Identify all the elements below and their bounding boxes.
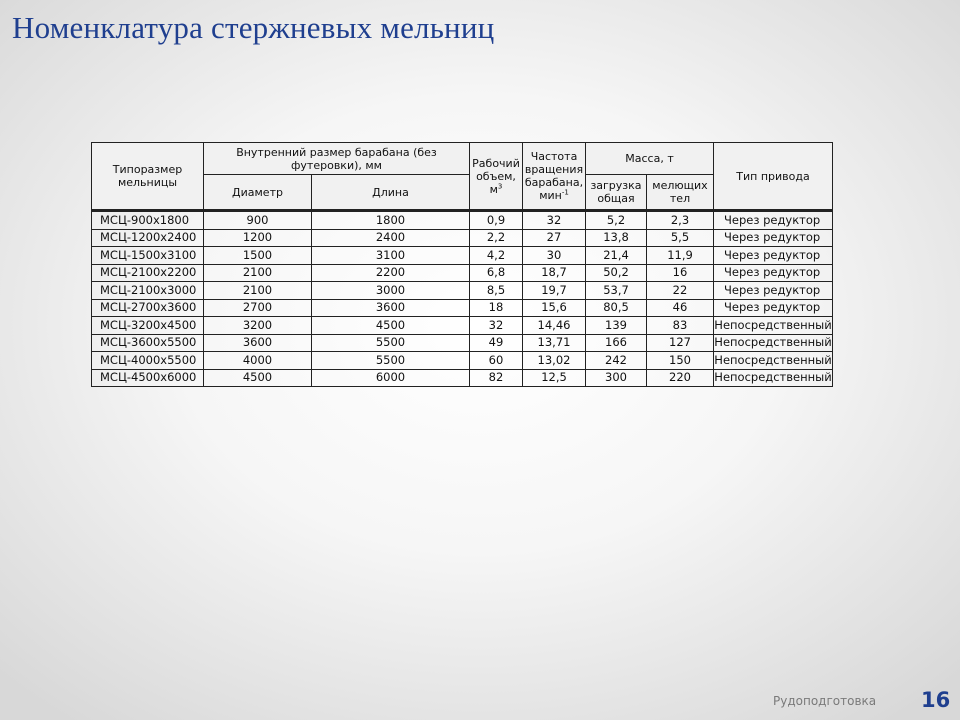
cell-length: 3000 [312, 282, 470, 300]
cell-length: 5500 [312, 352, 470, 370]
header-working-volume-sup: 3 [497, 181, 503, 190]
cell-rotation: 32 [523, 211, 586, 230]
cell-diameter: 3600 [204, 334, 312, 352]
header-rotation-unit: мин [539, 189, 562, 202]
cell-model: МСЦ-3200х4500 [92, 317, 204, 335]
cell-model: МСЦ-2100х2200 [92, 264, 204, 282]
cell-rotation: 19,7 [523, 282, 586, 300]
cell-load-total: 139 [586, 317, 647, 335]
page-title: Номенклатура стержневых мельниц [12, 10, 495, 45]
table-row [92, 334, 833, 352]
cell-drive: Через редуктор [714, 282, 833, 300]
cell-volume: 82 [470, 369, 523, 387]
page-number: 16 [921, 688, 951, 712]
cell-volume: 0,9 [470, 211, 523, 230]
cell-drive: Непосредственный [714, 334, 833, 352]
cell-load-total: 50,2 [586, 264, 647, 282]
cell-rotation: 12,5 [523, 369, 586, 387]
header-inner-size: Внутренний размер барабана (без футеровки), мм [204, 143, 470, 175]
cell-drive: Через редуктор [714, 264, 833, 282]
cell-grinding: 150 [647, 352, 714, 370]
cell-grinding: 16 [647, 264, 714, 282]
footer-caption: Рудоподготовка [773, 694, 877, 708]
cell-rotation: 13,02 [523, 352, 586, 370]
cell-model: МСЦ-3600х5500 [92, 334, 204, 352]
cell-grinding: 127 [647, 334, 714, 352]
cell-grinding: 220 [647, 369, 714, 387]
cell-drive: Через редуктор [714, 211, 833, 230]
table-row [92, 264, 833, 282]
table-row [92, 229, 833, 247]
cell-model: МСЦ-1500х3100 [92, 247, 204, 265]
header-mass: Масса, т [586, 143, 714, 175]
cell-grinding: 22 [647, 282, 714, 300]
cell-volume: 49 [470, 334, 523, 352]
cell-length: 5500 [312, 334, 470, 352]
table-row [92, 317, 833, 335]
cell-length: 3100 [312, 247, 470, 265]
cell-drive: Непосредственный [714, 317, 833, 335]
table-row [92, 369, 833, 387]
cell-volume: 32 [470, 317, 523, 335]
cell-rotation: 13,71 [523, 334, 586, 352]
cell-drive: Непосредственный [714, 369, 833, 387]
cell-diameter: 1500 [204, 247, 312, 265]
cell-length: 2200 [312, 264, 470, 282]
cell-volume: 2,2 [470, 229, 523, 247]
cell-rotation: 14,46 [523, 317, 586, 335]
cell-model: МСЦ-4500х6000 [92, 369, 204, 387]
table-row [92, 299, 833, 317]
cell-drive: Непосредственный [714, 352, 833, 370]
header-load-total: загрузка общая [586, 175, 647, 211]
table-row [92, 352, 833, 370]
header-working-volume [470, 143, 523, 211]
table-row [92, 247, 833, 265]
cell-rotation: 27 [523, 229, 586, 247]
header-drive-type: Тип привода [714, 143, 833, 211]
cell-diameter: 4000 [204, 352, 312, 370]
cell-model: МСЦ-2100х3000 [92, 282, 204, 300]
cell-drive: Через редуктор [714, 247, 833, 265]
cell-grinding: 46 [647, 299, 714, 317]
cell-rotation: 15,6 [523, 299, 586, 317]
cell-drive: Через редуктор [714, 299, 833, 317]
cell-diameter: 2700 [204, 299, 312, 317]
cell-volume: 18 [470, 299, 523, 317]
cell-grinding: 2,3 [647, 211, 714, 230]
cell-model: МСЦ-4000х5500 [92, 352, 204, 370]
cell-load-total: 166 [586, 334, 647, 352]
cell-load-total: 242 [586, 352, 647, 370]
cell-load-total: 53,7 [586, 282, 647, 300]
header-diameter: Диаметр [204, 175, 312, 211]
table-row [92, 282, 833, 300]
header-rotation-sup: -1 [561, 188, 569, 197]
cell-drive: Через редуктор [714, 229, 833, 247]
header-grinding-bodies: мелющих тел [647, 175, 714, 211]
cell-model: МСЦ-2700х3600 [92, 299, 204, 317]
header-working-volume-label: Рабочий объем, [472, 156, 520, 183]
cell-model: МСЦ-1200х2400 [92, 229, 204, 247]
table-row [92, 211, 833, 230]
header-rotation-frequency [523, 143, 586, 211]
cell-volume: 6,8 [470, 264, 523, 282]
cell-grinding: 11,9 [647, 247, 714, 265]
cell-grinding: 5,5 [647, 229, 714, 247]
cell-load-total: 13,8 [586, 229, 647, 247]
header-length: Длина [312, 175, 470, 211]
cell-load-total: 80,5 [586, 299, 647, 317]
header-type-size: Типоразмер мельницы [92, 143, 204, 211]
header-working-volume-unit: м [489, 182, 498, 196]
cell-volume: 8,5 [470, 282, 523, 300]
cell-diameter: 2100 [204, 282, 312, 300]
cell-diameter: 2100 [204, 264, 312, 282]
cell-length: 1800 [312, 211, 470, 230]
cell-rotation: 30 [523, 247, 586, 265]
cell-volume: 60 [470, 352, 523, 370]
cell-length: 3600 [312, 299, 470, 317]
cell-length: 2400 [312, 229, 470, 247]
cell-diameter: 900 [204, 211, 312, 230]
cell-rotation: 18,7 [523, 264, 586, 282]
header-rotation-label: Частота вращения барабана, [524, 150, 584, 189]
cell-length: 4500 [312, 317, 470, 335]
cell-grinding: 83 [647, 317, 714, 335]
cell-diameter: 3200 [204, 317, 312, 335]
cell-diameter: 4500 [204, 369, 312, 387]
cell-diameter: 1200 [204, 229, 312, 247]
cell-model: МСЦ-900х1800 [92, 211, 204, 230]
mills-nomenclature-table [91, 142, 833, 387]
cell-load-total: 21,4 [586, 247, 647, 265]
cell-load-total: 300 [586, 369, 647, 387]
cell-load-total: 5,2 [586, 211, 647, 230]
cell-volume: 4,2 [470, 247, 523, 265]
cell-length: 6000 [312, 369, 470, 387]
